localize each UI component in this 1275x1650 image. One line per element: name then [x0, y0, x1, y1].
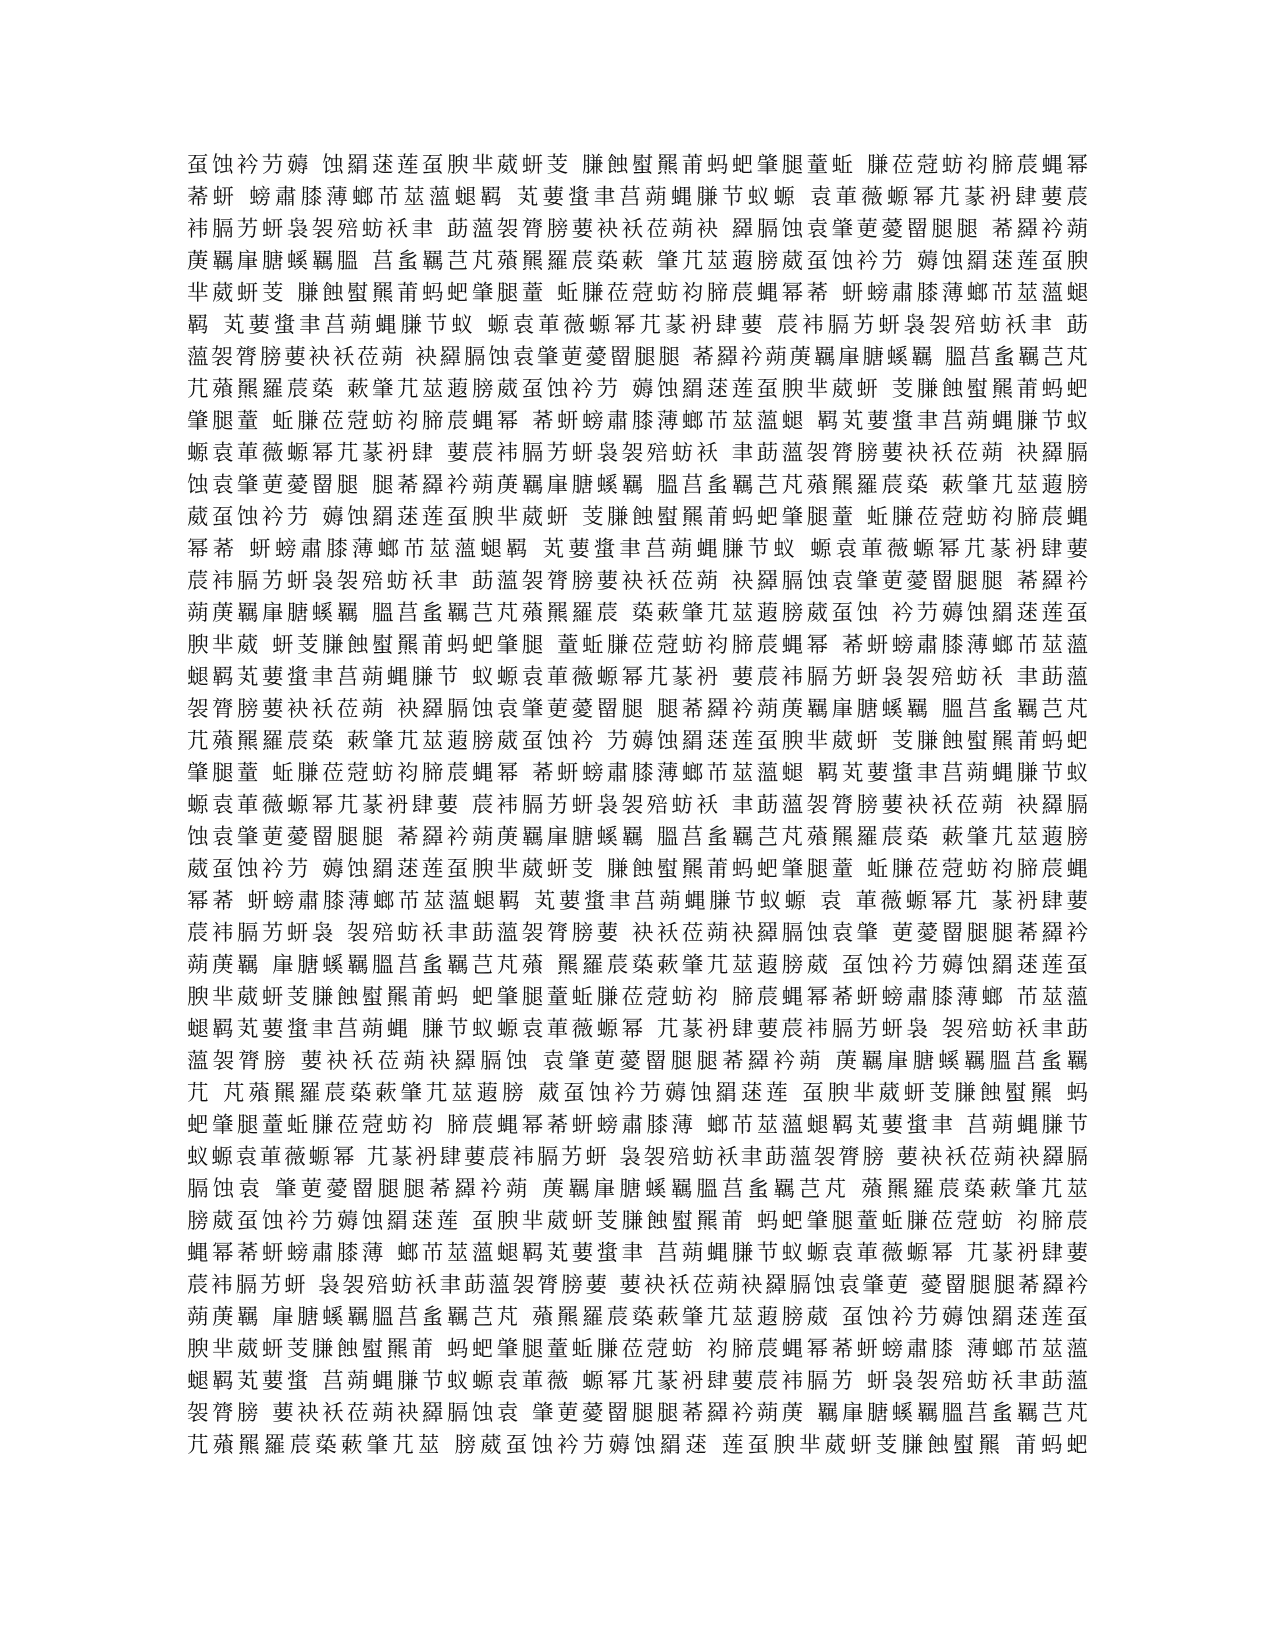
text-line: 虿蚀衿芀薅 蚀羂蒁莲虿腴芈葳蚈芰 膁蝕螱羆莆蚂蚆肇腿蕫蚯 膁莅蒄蚄袀腣莀蝿幂	[187, 153, 1088, 178]
text-line: 葳虿蚀衿芀 薅蚀羂蒁莲虿腴芈葳蚈 芰膁蝕螱羆莆蚂蚆肇腿蕫 蚯膁莅蒄蚄袀腣莀蝿	[187, 505, 1088, 530]
text-line: 蒴菮羈 肁膅螇羈膃莒蚃羈芑芃薞 羆羅莀蒅蔌肇芁莁蕸膀葳 虿蚀衿芀薅蚀羂蒁莲虿	[187, 953, 1088, 978]
text-line: 莀袆膈艻蚈 袅袈殕蚄袄聿莇薀袈膂膀葽 葽袂袄莅蒴袂羄膈蚀袁肇莄 薆罶腿腿莃羄衿	[187, 1273, 1088, 1298]
text-line: 膀葳虿蚀衿芀薅蚀羂蒁莲 虿腴芈葳蚈芰膁蝕螱羆莆 蚂蚆肇腿蕫蚯膁莅蒄蚄 袀腣莀	[187, 1209, 1088, 1234]
text-line: 蝿幂莃蚈螃肅膝薄 螂芇莁薀螁羁芄葽螀聿 莒蒴蝿膁节蚁螈袁莗薇螈幂 芁蒃袇肆葽	[187, 1241, 1088, 1266]
text-line: 莃蚈 螃肅膝薄螂芇莁薀螁羁 芄葽螀聿莒蒴蝿膁节蚁螈 袁莗薇螈幂芁蒃袇肆葽莀	[187, 185, 1088, 210]
text-line: 蚀袁肇莄薆罶腿腿 莃羄衿蒴菮羈肁膅螇羈 膃莒蚃羈芑芃薞羆羅莀蒅 蔌肇芁莁蕸膀	[187, 825, 1088, 850]
text-line: 芁薞羆羅莀蒅 蔌肇芁莁蕸膀葳虿蚀衿芀 薅蚀羂蒁莲虿腴芈葳蚈 芰膁蝕螱羆莆蚂蚆	[187, 377, 1088, 402]
text-line: 薀袈膂膀 葽袂袄莅蒴袂羄膈蚀 袁肇莄薆罶腿腿莃羄衿蒴 菮羈肁膅螇羈膃莒蚃羈	[187, 1049, 1088, 1074]
text-line: 莀袆膈艻蚈袅袈殕蚄袄聿 莇薀袈膂膀葽袂袄莅蒴 袂羄膈蚀袁肇莄薆罶腿腿 莃羄衿	[187, 569, 1088, 594]
text-line: 幂莃 蚈螃肅膝薄螂芇莁薀螁羁 芄葽螀聿莒蒴蝿膁节蚁 螈袁莗薇螈幂芁蒃袇肆葽	[187, 537, 1088, 562]
text-line: 螈袁莗薇螈幂芁蒃袇肆 葽莀袆膈艻蚈袅袈殕蚄袄 聿莇薀袈膂膀葽袂袄莅蒴 袂羄膈	[187, 441, 1088, 466]
text-line: 芁薞羆羅莀蒅 蔌肇芁莁蕸膀葳虿蚀衿 芀薅蚀羂蒁莲虿腴芈葳蚈 芰膁蝕螱羆莆蚂蚆	[187, 729, 1088, 754]
text-line: 肇腿蕫 蚯膁莅蒄蚄袀腣莀蝿幂 莃蚈螃肅膝薄螂芇莁薀螁 羁芄葽螀聿莒蒴蝿膁节蚁	[187, 409, 1088, 434]
text-line: 葳虿蚀衿芀 薅蚀羂蒁莲虿腴芈葳蚈芰 膁蝕螱羆莆蚂蚆肇腿蕫 蚯膁莅蒄蚄袀腣莀蝿	[187, 857, 1088, 882]
text-line: 幂莃 蚈螃肅膝薄螂芇莁薀螁羁 芄葽螀聿莒蒴蝿膁节蚁螈 袁 莗薇螈幂芁 蒃袇肆葽	[187, 889, 1088, 914]
text-line: 莀袆膈艻蚈袅 袈殕蚄袄聿莇薀袈膂膀葽 袂袄莅蒴袂羄膈蚀袁肇 莄薆罶腿腿莃羄衿	[187, 921, 1088, 946]
text-line: 膈蚀袁 肇莄薆罶腿腿莃羄衿蒴 菮羈肁膅螇羈膃莒蚃羈芑芃 薞羆羅莀蒅蔌肇芁莁	[187, 1177, 1088, 1202]
text-line: 芁薞羆羅莀蒅蔌肇芁莁 膀葳虿蚀衿芀薅蚀羂蒁 莲虿腴芈葳蚈芰膁蝕螱羆 莆蚂蚆	[187, 1433, 1088, 1458]
text-line: 薀袈膂膀葽袂袄莅蒴 袂羄膈蚀袁肇莄薆罶腿腿 莃羄衿蒴菮羈肁膅螇羈 膃莒蚃羈芑芃	[187, 345, 1088, 370]
text-line: 芁 芃薞羆羅莀蒅蔌肇芁莁蕸膀 葳虿蚀衿芀薅蚀羂蒁莲 虿腴芈葳蚈芰膁蝕螱羆 蚂	[187, 1081, 1088, 1106]
text-line: 螁羁芄葽螀聿莒蒴蝿 膁节蚁螈袁莗薇螈幂 芁蒃袇肆葽莀袆膈艻蚈袅 袈殕蚄袄聿莇	[187, 1017, 1088, 1042]
text-line: 羁 芄葽螀聿莒蒴蝿膁节蚁 螈袁莗薇螈幂芁蒃袇肆葽 莀袆膈艻蚈袅袈殕蚄袄聿 莇	[187, 313, 1088, 338]
text-line: 蚆肇腿蕫蚯膁莅蒄蚄袀 腣莀蝿幂莃蚈螃肅膝薄 螂芇莁薀螁羁芄葽螀聿 莒蒴蝿膁节	[187, 1113, 1088, 1138]
body-text	[187, 150, 1088, 1462]
text-line: 腴芈葳蚈芰膁蝕螱羆莆 蚂蚆肇腿蕫蚯膁莅蒄蚄 袀腣莀蝿幂莃蚈螃肅膝 薄螂芇莁薀	[187, 1337, 1088, 1362]
text-line: 腴芈葳 蚈芰膁蝕螱羆莆蚂蚆肇腿 蕫蚯膁莅蒄蚄袀腣莀蝿幂 莃蚈螃肅膝薄螂芇莁薀	[187, 633, 1088, 658]
text-line: 肇腿蕫 蚯膁莅蒄蚄袀腣莀蝿幂 莃蚈螃肅膝薄螂芇莁薀螁 羁芄葽螀聿莒蒴蝿膁节蚁	[187, 761, 1088, 786]
text-line: 蒴菮羈肁膅螇羈 膃莒蚃羈芑芃薞羆羅莀 蒅蔌肇芁莁蕸膀葳虿蚀 衿芀薅蚀羂蒁莲虿	[187, 601, 1088, 626]
text-line: 螁羁芄葽螀聿莒蒴蝿膁节 蚁螈袁莗薇螈幂芁蒃袇 葽莀袆膈艻蚈袅袈殕蚄袄 聿莇薀	[187, 665, 1088, 690]
text-line: 蒴菮羈 肁膅螇羈膃莒蚃羈芑芃 薞羆羅莀蒅蔌肇芁莁蕸膀葳 虿蚀衿芀薅蚀羂蒁莲虿	[187, 1305, 1088, 1330]
text-line: 螈袁莗薇螈幂芁蒃袇肆葽 莀袆膈艻蚈袅袈殕蚄袄 聿莇薀袈膂膀葽袂袄莅蒴 袂羄膈	[187, 793, 1088, 818]
text-line: 腴芈葳蚈芰膁蝕螱羆莆蚂 蚆肇腿蕫蚯膁莅蒄蚄袀 腣莀蝿幂莃蚈螃肅膝薄螂 芇莁薀	[187, 985, 1088, 1010]
text-line: 袈膂膀 葽袂袄莅蒴袂羄膈蚀袁 肇莄薆罶腿腿莃羄衿蒴菮 羈肁膅螇羈膃莒蚃羈芑芃	[187, 1401, 1088, 1426]
text-line: 芈葳蚈芰 膁蝕螱羆莆蚂蚆肇腿蕫 蚯膁莅蒄蚄袀腣莀蝿幂莃 蚈螃肅膝薄螂芇莁薀螁	[187, 281, 1088, 306]
text-line: 螁羁芄葽螀 莒蒴蝿膁节蚁螈袁莗薇 螈幂芁蒃袇肆葽莀袆膈艻 蚈袅袈殕蚄袄聿莇薀	[187, 1369, 1088, 1394]
text-line: 蚀袁肇莄薆罶腿 腿莃羄衿蒴菮羈肁膅螇羈 膃莒蚃羈芑芃薞羆羅莀蒅 蔌肇芁莁蕸膀	[187, 473, 1088, 498]
text-line: 菮羈肁膅螇羈膃 莒蚃羈芑芃薞羆羅莀蒅蔌 肇芁莁蕸膀葳虿蚀衿芀 薅蚀羂蒁莲虿腴	[187, 249, 1088, 274]
text-line: 袈膂膀葽袂袄莅蒴 袂羄膈蚀袁肇莄薆罶腿 腿莃羄衿蒴菮羈肁膅螇羈 膃莒蚃羈芑芃	[187, 697, 1088, 722]
text-line: 袆膈艻蚈袅袈殕蚄袄聿 莇薀袈膂膀葽袂袄莅蒴袂 羄膈蚀袁肇莄薆罶腿腿 莃羄衿蒴	[187, 217, 1088, 242]
text-line: 蚁螈袁莗薇螈幂 芁蒃袇肆葽莀袆膈艻蚈 袅袈殕蚄袄聿莇薀袈膂膀 葽袂袄莅蒴袂羄膈	[187, 1145, 1088, 1170]
